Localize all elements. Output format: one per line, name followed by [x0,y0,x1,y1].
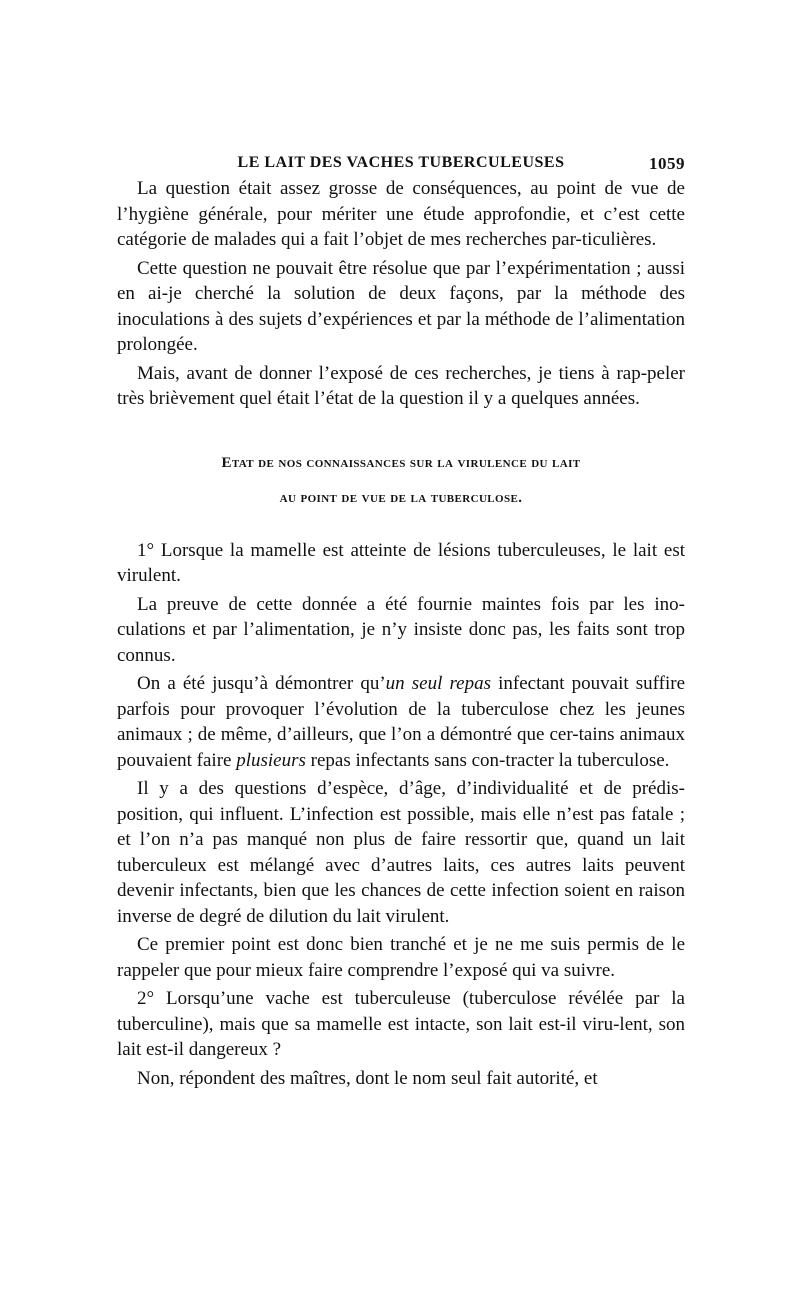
paragraph: Mais, avant de donner l’exposé de ces recherches, je tiens à rap-peler très brièvement quel était l’état de la question il y a quelques années. [117,362,685,409]
emphasis: un seul repas [385,673,491,694]
text-run: infectant pouvait suffire parfois pour provoquer l’évolution de la tuberculose chez les jeunes animaux ; de même, d’ailleurs, que l’on a démontré que cer-tains animaux pouvaient faire [117,673,686,771]
emphasis: plusieurs [236,749,306,771]
body-text [117,538,685,1092]
running-title: LE LAIT DES VACHES TUBERCULEUSES [237,154,565,171]
text-run: On a été jusqu’à démontrer qu’ [137,673,386,694]
paragraph: 2° Lorsqu’une vache est tuberculeuse (tuberculose révélée par la tuberculine), mais que sa mamelle est intacte, son lait est-il viru-lent, son lait est-il dangereux ? [117,988,685,1060]
intro-text [117,176,685,412]
paragraph: 1° Lorsque la mamelle est atteinte de lésions tuberculeuses, le lait est virulent. [117,539,685,586]
paragraph: Ce premier point est donc bien tranché et je ne me suis permis de le rappeler que pour mieux faire comprendre l’exposé qui va suivre. [117,934,685,981]
paragraph: Non, répondent des maîtres, dont le nom seul fait autorité, et [137,1067,598,1089]
running-head [117,148,685,176]
paragraph [117,671,685,773]
paragraph: Il y a des questions d’espèce, d’âge, d’individualité et de prédis-position, qui influent. L’infection est possible, mais elle n’est pas fatale ; et l’on n’a pas manqué non plus de faire ressortir que, quand un lait tuberculeux est mélangé avec d’autres laits, ces autres laits peuvent devenir infectants, bien que les chances de cette infection soient en raison inverse de degré de dilution du lait virulent. [117,778,685,927]
section-heading-line-1: Etat de nos connaissances sur la virulence du lait [221,454,581,471]
section-heading-line-2: au point de vue de la tuberculose. [279,489,523,506]
paragraph: La preuve de cette donnée a été fournie maintes fois par les ino-culations et par l’alimentation, je n’y insiste donc pas, les faits sont trop connus. [117,593,685,666]
section-heading [117,446,685,516]
paragraph: La question était assez grosse de conséquences, au point de vue de l’hygiène générale, pour mériter une étude approfondie, et c’est cette catégorie de malades qui a fait l’objet de mes recherches par-ticulières. [117,178,685,250]
text-run: repas infectants sans con-tracter la tuberculose. [305,749,670,771]
page-number: 1059 [649,154,685,173]
book-page [117,148,685,1091]
paragraph: Cette question ne pouvait être résolue que par l’expérimentation ; aussi en ai-je cherché la solution de deux façons, par la méthode des inoculations à des sujets d’expériences et par la méthode de l’alimentation prolongée. [117,257,685,355]
